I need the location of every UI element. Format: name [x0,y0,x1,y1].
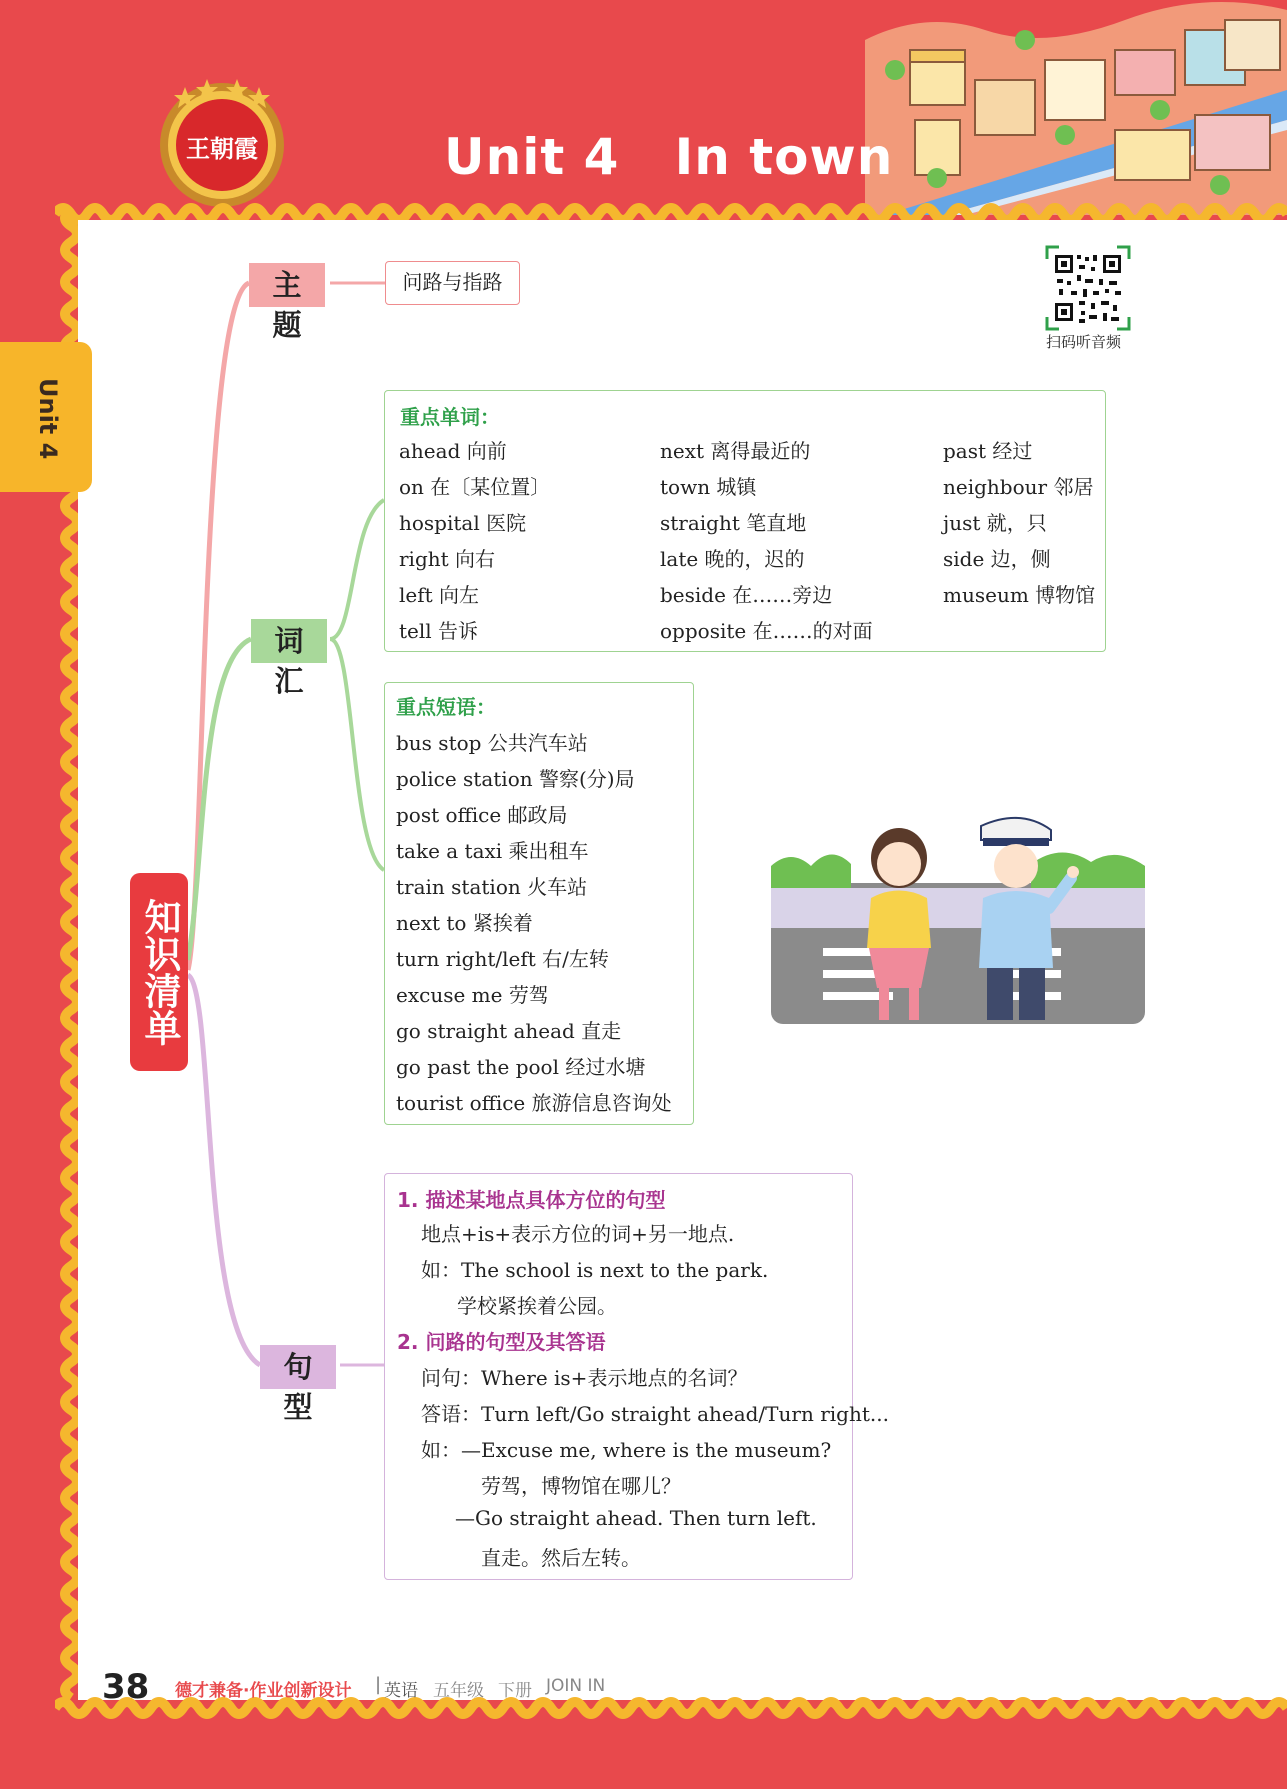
word-item: just 就，只 [943,511,1047,535]
sentence-example-question: 如：—Excuse me, where is the museum? [421,1438,832,1462]
word-item: neighbour 邻居 [943,475,1094,499]
word-item: left 向左 [399,583,480,607]
sentence-translation-1: 学校紧挨着公园。 [457,1294,617,1318]
key-phrases-title: 重点短语： [396,695,496,719]
footer-grade: 五年级 [433,1681,484,1701]
word-item: on 在〔某位置〕 [399,475,551,499]
qr-caption: 扫码听音频 [1046,333,1122,351]
key-phrases-box [384,682,694,1125]
phrase-item: train station 火车站 [396,875,588,899]
word-item: past 经过 [943,439,1033,463]
phrase-item: go past the pool 经过水塘 [396,1055,646,1079]
word-item: opposite 在……的对面 [660,619,873,643]
footer-term: 下册 [498,1681,532,1701]
word-item: town 城镇 [660,475,757,499]
phrase-item: excuse me 劳驾 [396,983,549,1007]
mindmap-root: 知识清单 [130,873,188,1071]
phrase-item: tourist office 旅游信息咨询处 [396,1091,672,1115]
sentence-example-1: 如：The school is next to the park. [421,1258,769,1282]
word-item: tell 告诉 [399,619,479,643]
page-number: 38 [102,1667,150,1707]
unit-side-tab-label: Unit 4 [34,378,62,460]
logo-text: 王朝霞 [186,134,258,163]
unit-title: Unit 4 In town [444,128,894,186]
footer-separator: | [375,1674,382,1695]
phrases-list [396,725,672,1121]
topic-box: 问路与指路 [385,261,520,305]
phrase-item: police station 警察(分)局 [396,767,635,791]
footer-edition: JOIN IN [546,1676,606,1696]
branch-sentence-patterns: 句型 [260,1345,336,1389]
word-item: side 边，侧 [943,547,1051,571]
branch-vocabulary: 词汇 [251,619,327,663]
sentence-question: 问句：Where is+表示地点的名词？ [421,1366,748,1390]
sentence-patterns-box [384,1173,889,1580]
word-item: hospital 医院 [399,511,527,535]
words-column-2 [660,433,873,649]
word-item: straight 笔直地 [660,511,807,535]
sentence-pattern-1: 地点+is+表示方位的词+另一地点. [421,1222,735,1246]
phrase-item: next to 紧挨着 [396,911,533,935]
words-column-3 [943,433,1095,613]
word-item: ahead 向前 [399,439,507,463]
sentence-answer: 答语：Turn left/Go straight ahead/Turn right... [421,1402,889,1426]
sentence-heading-2: 2. 问路的句型及其答语 [397,1330,606,1354]
phrase-item: take a taxi 乘出租车 [396,839,589,863]
footer-subject: 英语 [384,1681,418,1701]
words-column-1 [399,433,550,649]
sentence-example-answer: —Go straight ahead. Then turn left. [455,1506,817,1530]
sentence-example-answer-cn: 直走。然后左转。 [481,1546,641,1570]
word-item: late 晚的，迟的 [660,547,805,571]
footer-series: 德才兼备·作业创新设计 [175,1681,352,1701]
directions-illustration [771,808,1145,1024]
key-words-title: 重点单词： [400,405,500,429]
phrase-item: turn right/left 右/左转 [396,947,609,971]
phrase-item: go straight ahead 直走 [396,1019,622,1043]
word-item: beside 在……旁边 [660,583,833,607]
word-item: next 离得最近的 [660,439,811,463]
sentence-example-question-cn: 劳驾，博物馆在哪儿？ [481,1474,681,1498]
word-item: right 向右 [399,547,496,571]
qr-code[interactable] [1045,245,1131,331]
key-words-box [384,390,1106,652]
word-item: museum 博物馆 [943,583,1096,607]
sentence-heading-1: 1. 描述某地点具体方位的句型 [397,1188,666,1212]
branch-topic: 主题 [249,263,325,307]
phrase-item: post office 邮政局 [396,803,568,827]
phrase-item: bus stop 公共汽车站 [396,731,588,755]
